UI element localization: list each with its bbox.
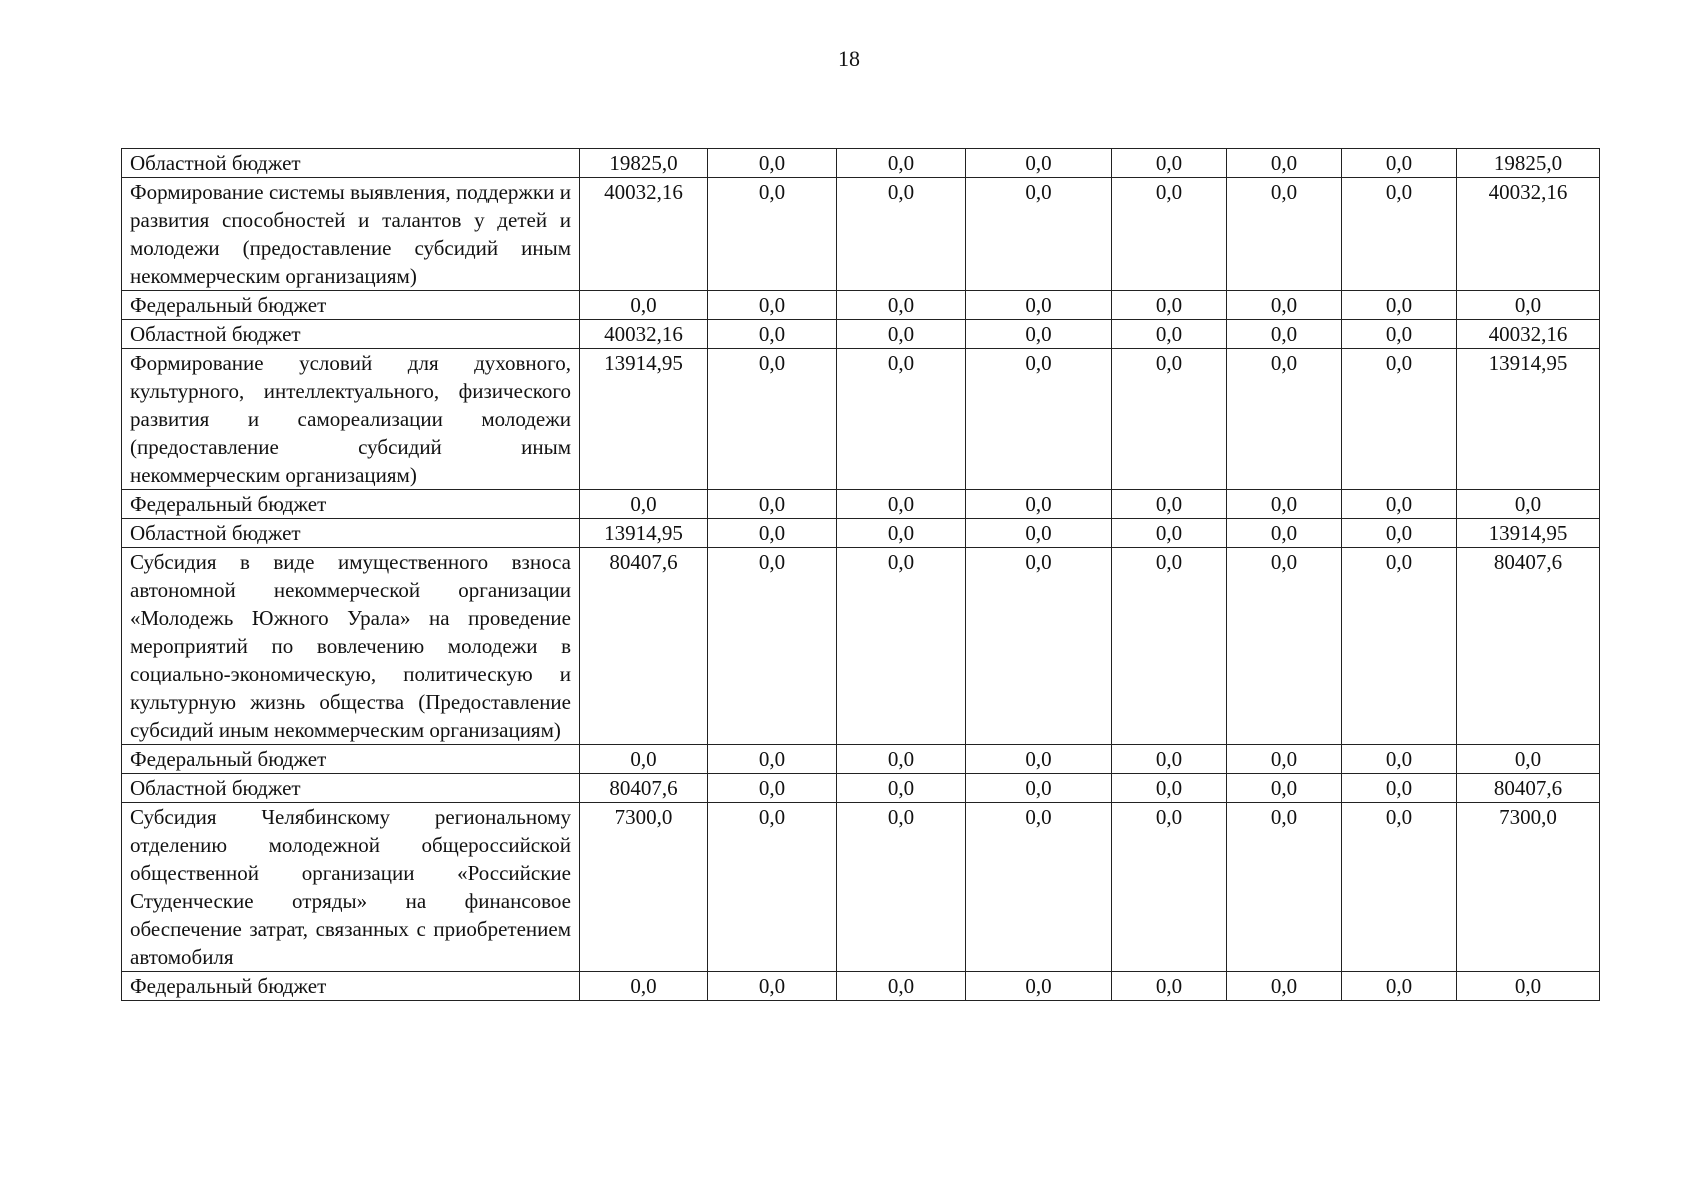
value-cell: 0,0: [1342, 349, 1457, 490]
value-cell: 0,0: [1112, 519, 1227, 548]
total-cell: 80407,6: [1457, 774, 1600, 803]
row-label: Областной бюджет: [122, 519, 580, 548]
value-cell: 0,0: [966, 803, 1112, 972]
value-cell: 0,0: [966, 548, 1112, 745]
row-label: Областной бюджет: [122, 774, 580, 803]
total-cell: 13914,95: [1457, 349, 1600, 490]
value-cell: 13914,95: [580, 519, 708, 548]
value-cell: 0,0: [1342, 320, 1457, 349]
value-cell: 0,0: [708, 803, 837, 972]
total-cell: 7300,0: [1457, 803, 1600, 972]
row-label: Областной бюджет: [122, 320, 580, 349]
value-cell: 0,0: [966, 972, 1112, 1001]
table-row: [122, 349, 1600, 490]
value-cell: 0,0: [1342, 519, 1457, 548]
value-cell: 0,0: [837, 320, 966, 349]
value-cell: 0,0: [1342, 291, 1457, 320]
value-cell: 0,0: [1227, 291, 1342, 320]
value-cell: 0,0: [837, 972, 966, 1001]
total-cell: 13914,95: [1457, 519, 1600, 548]
value-cell: 0,0: [1112, 320, 1227, 349]
row-label: Федеральный бюджет: [122, 490, 580, 519]
value-cell: 0,0: [1112, 774, 1227, 803]
table-body: [122, 149, 1600, 1001]
value-cell: 0,0: [708, 349, 837, 490]
value-cell: 0,0: [966, 320, 1112, 349]
value-cell: 0,0: [1342, 972, 1457, 1001]
value-cell: 0,0: [708, 972, 837, 1001]
value-cell: 0,0: [1112, 490, 1227, 519]
value-cell: 0,0: [837, 291, 966, 320]
row-label: Субсидия в виде имущественного взноса автономной некоммерческой организации «Молодежь Южного Урала» на проведение мероприятий по вовлечению молодежи в социально-экономическую, политическую и культурную жизнь общества (Предоставление субсидий иным некоммерческим организациям): [122, 548, 580, 745]
value-cell: 0,0: [1227, 519, 1342, 548]
value-cell: 0,0: [837, 745, 966, 774]
value-cell: 0,0: [1112, 349, 1227, 490]
value-cell: 0,0: [1227, 745, 1342, 774]
table-row: [122, 972, 1600, 1001]
value-cell: 0,0: [837, 490, 966, 519]
value-cell: 0,0: [1227, 774, 1342, 803]
value-cell: 0,0: [1112, 149, 1227, 178]
value-cell: 0,0: [1227, 490, 1342, 519]
value-cell: 0,0: [1342, 774, 1457, 803]
value-cell: 0,0: [708, 490, 837, 519]
value-cell: 0,0: [1112, 291, 1227, 320]
value-cell: 0,0: [966, 291, 1112, 320]
value-cell: 0,0: [837, 548, 966, 745]
row-label: Федеральный бюджет: [122, 745, 580, 774]
total-cell: 0,0: [1457, 490, 1600, 519]
table-row: [122, 803, 1600, 972]
value-cell: 0,0: [1227, 349, 1342, 490]
value-cell: 0,0: [708, 519, 837, 548]
budget-table: [121, 148, 1600, 1001]
value-cell: 0,0: [837, 178, 966, 291]
value-cell: 0,0: [708, 291, 837, 320]
value-cell: 0,0: [966, 774, 1112, 803]
page-number: 18: [838, 46, 860, 71]
value-cell: 0,0: [580, 972, 708, 1001]
table-row: [122, 774, 1600, 803]
value-cell: 0,0: [580, 490, 708, 519]
row-label: Федеральный бюджет: [122, 291, 580, 320]
value-cell: 0,0: [1342, 745, 1457, 774]
value-cell: 0,0: [837, 149, 966, 178]
value-cell: 0,0: [837, 774, 966, 803]
value-cell: 0,0: [708, 548, 837, 745]
total-cell: 19825,0: [1457, 149, 1600, 178]
value-cell: 0,0: [1112, 745, 1227, 774]
value-cell: 0,0: [966, 519, 1112, 548]
value-cell: 0,0: [1342, 803, 1457, 972]
value-cell: 0,0: [1342, 149, 1457, 178]
value-cell: 80407,6: [580, 774, 708, 803]
row-label: Субсидия Челябинскому региональному отделению молодежной общероссийской общественной организации «Российские Студенческие отряды» на финансовое обеспечение затрат, связанных с приобретением автомобиля: [122, 803, 580, 972]
table-row: [122, 519, 1600, 548]
value-cell: 0,0: [1342, 548, 1457, 745]
value-cell: 0,0: [966, 490, 1112, 519]
row-label: Федеральный бюджет: [122, 972, 580, 1001]
row-label: Формирование условий для духовного, культурного, интеллектуального, физического развития и самореализации молодежи (предоставление субсидий иным некоммерческим организациям): [122, 349, 580, 490]
value-cell: 0,0: [580, 745, 708, 774]
total-cell: 0,0: [1457, 745, 1600, 774]
value-cell: 0,0: [708, 149, 837, 178]
total-cell: 0,0: [1457, 972, 1600, 1001]
value-cell: 0,0: [966, 745, 1112, 774]
value-cell: 0,0: [1112, 803, 1227, 972]
value-cell: 13914,95: [580, 349, 708, 490]
total-cell: 0,0: [1457, 291, 1600, 320]
total-cell: 80407,6: [1457, 548, 1600, 745]
row-label: Областной бюджет: [122, 149, 580, 178]
table-row: [122, 490, 1600, 519]
table-row: [122, 149, 1600, 178]
value-cell: 0,0: [1227, 149, 1342, 178]
table-row: [122, 291, 1600, 320]
value-cell: 40032,16: [580, 178, 708, 291]
value-cell: 0,0: [708, 320, 837, 349]
value-cell: 0,0: [1342, 490, 1457, 519]
value-cell: 0,0: [966, 349, 1112, 490]
value-cell: 0,0: [708, 178, 837, 291]
value-cell: 0,0: [708, 745, 837, 774]
total-cell: 40032,16: [1457, 320, 1600, 349]
value-cell: 0,0: [580, 291, 708, 320]
row-label: Формирование системы выявления, поддержки и развития способностей и талантов у детей и молодежи (предоставление субсидий иным некоммерческим организациям): [122, 178, 580, 291]
value-cell: 0,0: [1342, 178, 1457, 291]
value-cell: 0,0: [837, 349, 966, 490]
value-cell: 0,0: [966, 149, 1112, 178]
value-cell: 0,0: [837, 519, 966, 548]
table-row: [122, 178, 1600, 291]
value-cell: 19825,0: [580, 149, 708, 178]
value-cell: 0,0: [837, 803, 966, 972]
value-cell: 0,0: [1227, 803, 1342, 972]
value-cell: 0,0: [1112, 548, 1227, 745]
value-cell: 0,0: [1227, 548, 1342, 745]
value-cell: 0,0: [1227, 972, 1342, 1001]
value-cell: 0,0: [708, 774, 837, 803]
table-row: [122, 320, 1600, 349]
value-cell: 0,0: [1112, 972, 1227, 1001]
table-row: [122, 745, 1600, 774]
value-cell: 0,0: [1112, 178, 1227, 291]
value-cell: 0,0: [966, 178, 1112, 291]
table-row: [122, 548, 1600, 745]
value-cell: 7300,0: [580, 803, 708, 972]
value-cell: 0,0: [1227, 178, 1342, 291]
value-cell: 80407,6: [580, 548, 708, 745]
value-cell: 40032,16: [580, 320, 708, 349]
value-cell: 0,0: [1227, 320, 1342, 349]
total-cell: 40032,16: [1457, 178, 1600, 291]
